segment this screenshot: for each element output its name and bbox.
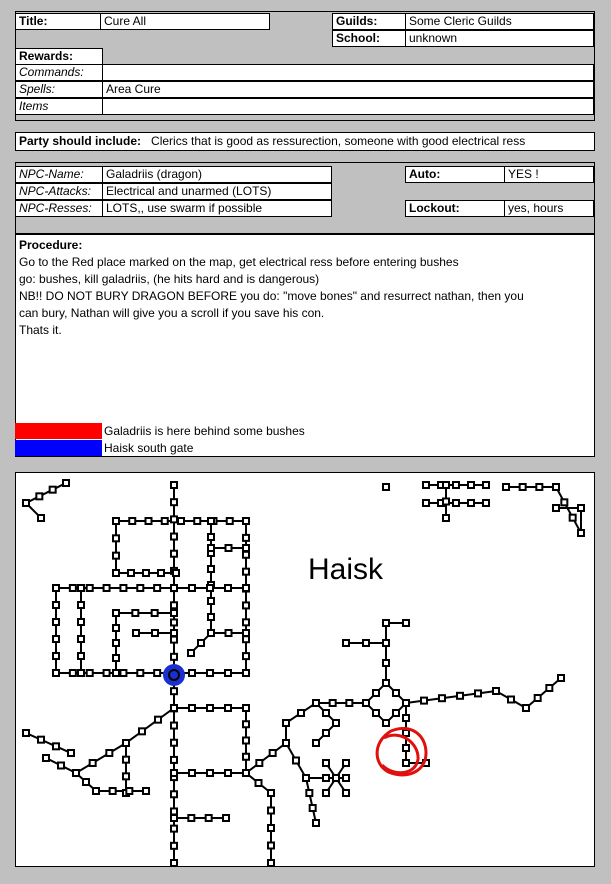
npc-resses-value: LOTS,, use swarm if possible (102, 200, 332, 217)
party-label: Party should include: (19, 134, 142, 148)
party-row (15, 132, 595, 151)
npc-attacks-value: Electrical and unarmed (LOTS) (102, 183, 332, 200)
map-city-label: Haisk (308, 553, 384, 586)
title-value: Cure All (100, 13, 270, 30)
npc-name-label: NPC-Name: (15, 166, 103, 183)
procedure-line: Thats it. (19, 323, 62, 337)
dragon-location-marker (377, 728, 426, 774)
rewards-label: Rewards: (15, 48, 103, 65)
npc-attacks-label: NPC-Attacks: (15, 183, 103, 200)
commands-value (102, 64, 594, 81)
lockout-label: Lockout: (405, 200, 505, 217)
guilds-label: Guilds: (332, 13, 406, 30)
procedure-label: Procedure: (19, 238, 83, 252)
map-panel (15, 472, 595, 867)
spells-value: Area Cure (102, 81, 594, 98)
auto-value: YES ! (504, 166, 594, 183)
items-value (102, 98, 594, 115)
auto-label: Auto: (405, 166, 505, 183)
legend-swatch-red (15, 423, 102, 439)
procedure-panel (15, 234, 595, 457)
npc-name-value: Galadriis (dragon) (102, 166, 332, 183)
commands-label: Commands: (15, 64, 103, 81)
haisk-map (16, 473, 594, 866)
title-label: Title: (15, 13, 101, 30)
legend-text-red: Galadriis is here behind some bushes (104, 424, 305, 438)
procedure-line: NB!! DO NOT BURY DRAGON BEFORE you do: "move bones" and resurrect nathan, then you (19, 289, 524, 303)
legend-text-blue: Haisk south gate (104, 441, 194, 455)
items-label: Items (15, 98, 103, 115)
south-gate-marker (163, 664, 185, 686)
npc-resses-label: NPC-Resses: (15, 200, 103, 217)
school-value: unknown (405, 30, 594, 47)
procedure-line: Go to the Red place marked on the map, get electrical ress before entering bushes (19, 255, 459, 269)
legend-swatch-blue (15, 440, 102, 456)
guilds-value: Some Cleric Guilds (405, 13, 594, 30)
spells-label: Spells: (15, 81, 103, 98)
lockout-value: yes, hours (504, 200, 594, 217)
party-value: Clerics that is good as ressurection, someone with good electrical ress (151, 134, 526, 148)
school-label: School: (332, 30, 406, 47)
procedure-line: go: bushes, kill galadriis, (he hits hard and is dangerous) (19, 272, 320, 286)
procedure-line: can bury, Nathan will give you a scroll if you save his con. (19, 306, 325, 320)
